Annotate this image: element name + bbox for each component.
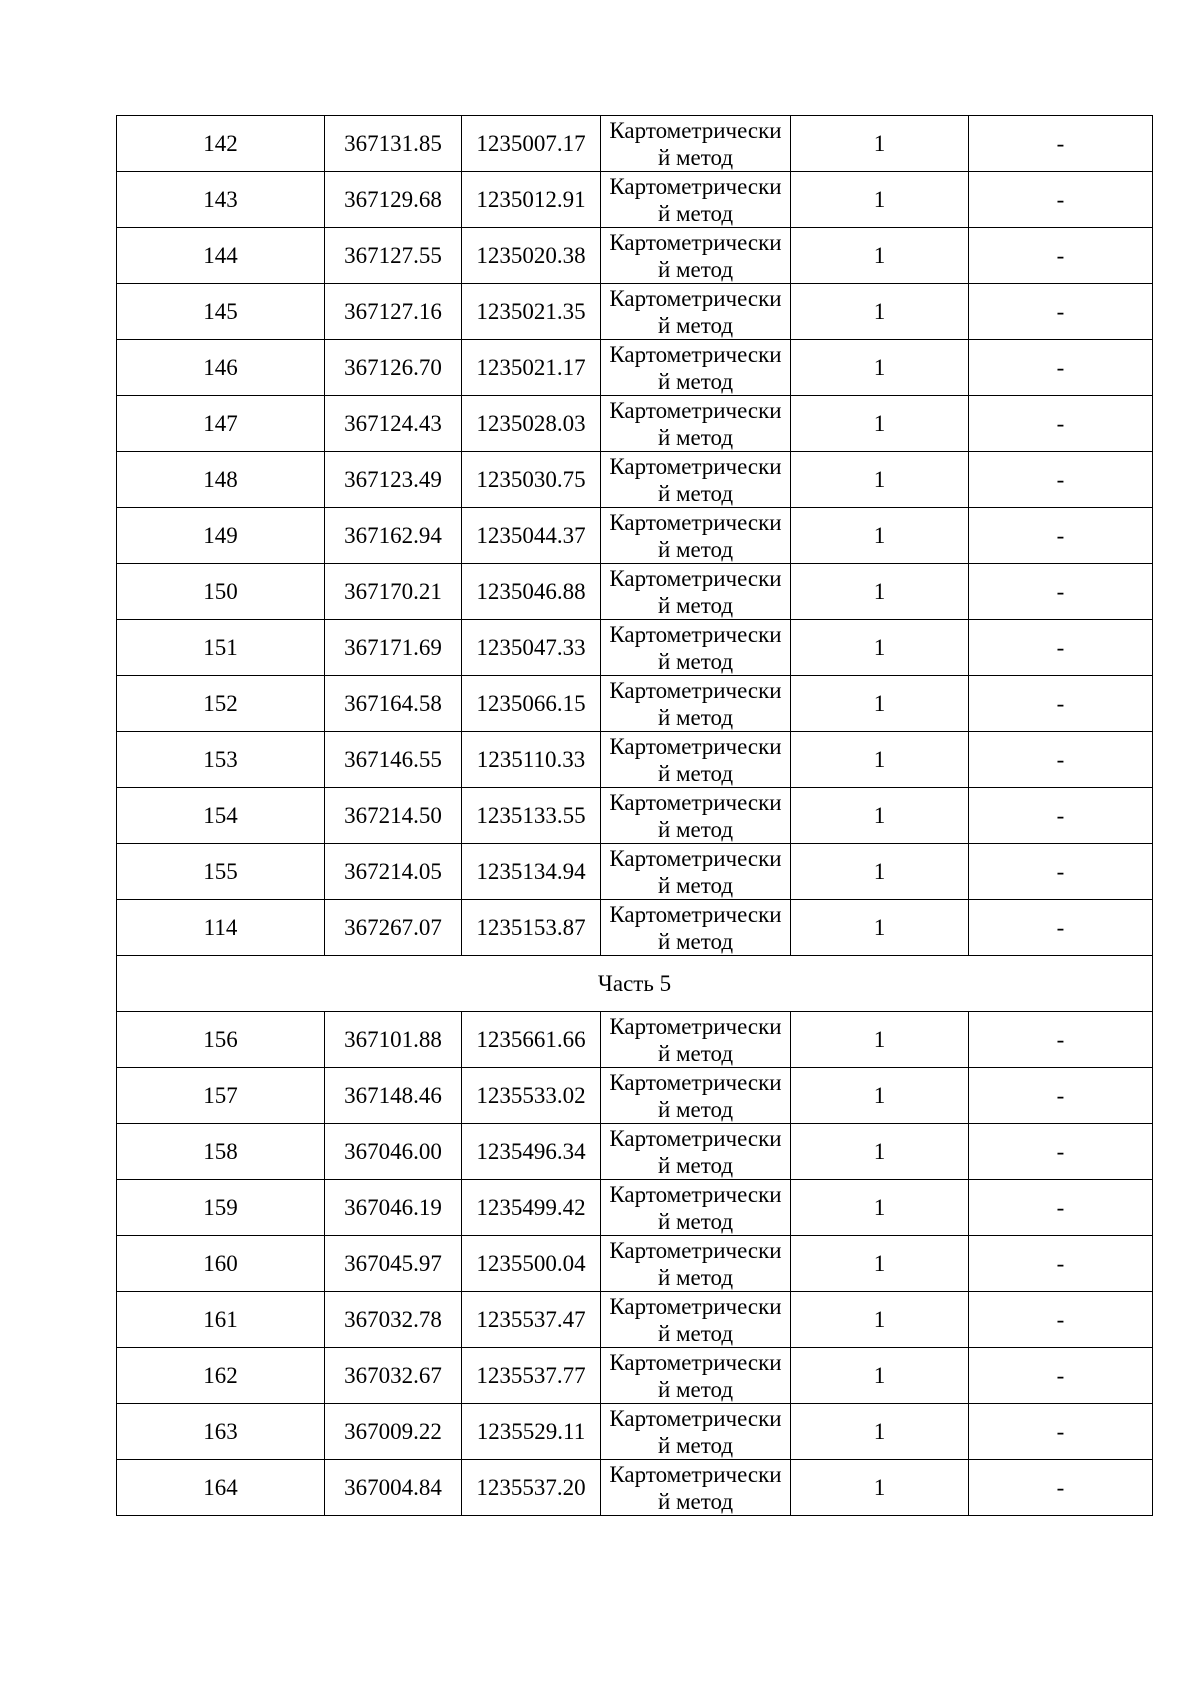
point-number-cell: 160 <box>117 1236 325 1292</box>
accuracy-cell: 1 <box>791 676 969 732</box>
coord-x-cell: 367162.94 <box>325 508 462 564</box>
table-body-part5 <box>117 1012 1153 1516</box>
point-number-cell: 114 <box>117 900 325 956</box>
method-cell: Картометрически й метод <box>601 396 791 452</box>
coord-x-cell: 367148.46 <box>325 1068 462 1124</box>
coord-x-cell: 367129.68 <box>325 172 462 228</box>
method-cell: Картометрически й метод <box>601 116 791 172</box>
coord-y-cell: 1235021.35 <box>462 284 601 340</box>
table-row <box>117 1012 1153 1068</box>
table-row <box>117 788 1153 844</box>
description-cell: - <box>969 340 1153 396</box>
coord-y-cell: 1235153.87 <box>462 900 601 956</box>
coord-x-cell: 367127.16 <box>325 284 462 340</box>
section-label: Часть 5 <box>117 956 1153 1012</box>
point-number-cell: 147 <box>117 396 325 452</box>
coord-x-cell: 367046.19 <box>325 1180 462 1236</box>
description-cell: - <box>969 900 1153 956</box>
coord-x-cell: 367214.50 <box>325 788 462 844</box>
accuracy-cell: 1 <box>791 1404 969 1460</box>
table-row <box>117 1068 1153 1124</box>
point-number-cell: 154 <box>117 788 325 844</box>
table-row <box>117 340 1153 396</box>
point-number-cell: 153 <box>117 732 325 788</box>
point-number-cell: 152 <box>117 676 325 732</box>
table-row <box>117 844 1153 900</box>
coord-x-cell: 367126.70 <box>325 340 462 396</box>
accuracy-cell: 1 <box>791 340 969 396</box>
accuracy-cell: 1 <box>791 1124 969 1180</box>
accuracy-cell: 1 <box>791 284 969 340</box>
point-number-cell: 161 <box>117 1292 325 1348</box>
point-number-cell: 156 <box>117 1012 325 1068</box>
coord-y-cell: 1235030.75 <box>462 452 601 508</box>
coord-y-cell: 1235496.34 <box>462 1124 601 1180</box>
method-cell: Картометрически й метод <box>601 1292 791 1348</box>
description-cell: - <box>969 1460 1153 1516</box>
coord-x-cell: 367009.22 <box>325 1404 462 1460</box>
method-cell: Картометрически й метод <box>601 1236 791 1292</box>
table-row <box>117 1404 1153 1460</box>
table-row <box>117 1236 1153 1292</box>
description-cell: - <box>969 788 1153 844</box>
point-number-cell: 149 <box>117 508 325 564</box>
point-number-cell: 158 <box>117 1124 325 1180</box>
description-cell: - <box>969 1236 1153 1292</box>
section-header <box>117 956 1153 1012</box>
coord-x-cell: 367101.88 <box>325 1012 462 1068</box>
coord-x-cell: 367170.21 <box>325 564 462 620</box>
accuracy-cell: 1 <box>791 1460 969 1516</box>
description-cell: - <box>969 844 1153 900</box>
description-cell: - <box>969 564 1153 620</box>
description-cell: - <box>969 284 1153 340</box>
coord-x-cell: 367004.84 <box>325 1460 462 1516</box>
point-number-cell: 163 <box>117 1404 325 1460</box>
description-cell: - <box>969 396 1153 452</box>
description-cell: - <box>969 620 1153 676</box>
accuracy-cell: 1 <box>791 1180 969 1236</box>
point-number-cell: 144 <box>117 228 325 284</box>
accuracy-cell: 1 <box>791 564 969 620</box>
accuracy-cell: 1 <box>791 508 969 564</box>
method-cell: Картометрически й метод <box>601 676 791 732</box>
coord-x-cell: 367171.69 <box>325 620 462 676</box>
accuracy-cell: 1 <box>791 844 969 900</box>
point-number-cell: 145 <box>117 284 325 340</box>
point-number-cell: 159 <box>117 1180 325 1236</box>
description-cell: - <box>969 732 1153 788</box>
method-cell: Картометрически й метод <box>601 1124 791 1180</box>
coord-y-cell: 1235012.91 <box>462 172 601 228</box>
coord-y-cell: 1235529.11 <box>462 1404 601 1460</box>
coord-y-cell: 1235661.66 <box>462 1012 601 1068</box>
accuracy-cell: 1 <box>791 788 969 844</box>
coordinates-table <box>116 115 1153 1516</box>
table-row <box>117 1460 1153 1516</box>
coord-y-cell: 1235533.02 <box>462 1068 601 1124</box>
description-cell: - <box>969 1180 1153 1236</box>
accuracy-cell: 1 <box>791 732 969 788</box>
point-number-cell: 143 <box>117 172 325 228</box>
point-number-cell: 155 <box>117 844 325 900</box>
table-row <box>117 116 1153 172</box>
coord-x-cell: 367032.78 <box>325 1292 462 1348</box>
coord-x-cell: 367032.67 <box>325 1348 462 1404</box>
table-body-part4 <box>117 116 1153 956</box>
accuracy-cell: 1 <box>791 396 969 452</box>
accuracy-cell: 1 <box>791 1236 969 1292</box>
accuracy-cell: 1 <box>791 1292 969 1348</box>
coord-y-cell: 1235499.42 <box>462 1180 601 1236</box>
method-cell: Картометрически й метод <box>601 564 791 620</box>
coord-y-cell: 1235021.17 <box>462 340 601 396</box>
coord-x-cell: 367123.49 <box>325 452 462 508</box>
coord-x-cell: 367124.43 <box>325 396 462 452</box>
description-cell: - <box>969 1404 1153 1460</box>
table-row <box>117 172 1153 228</box>
method-cell: Картометрически й метод <box>601 1460 791 1516</box>
method-cell: Картометрически й метод <box>601 1068 791 1124</box>
point-number-cell: 164 <box>117 1460 325 1516</box>
method-cell: Картометрически й метод <box>601 1180 791 1236</box>
table-row <box>117 1348 1153 1404</box>
coord-x-cell: 367164.58 <box>325 676 462 732</box>
coord-x-cell: 367214.05 <box>325 844 462 900</box>
coord-x-cell: 367046.00 <box>325 1124 462 1180</box>
accuracy-cell: 1 <box>791 228 969 284</box>
method-cell: Картометрически й метод <box>601 788 791 844</box>
accuracy-cell: 1 <box>791 172 969 228</box>
table-row <box>117 452 1153 508</box>
table-row <box>117 732 1153 788</box>
accuracy-cell: 1 <box>791 620 969 676</box>
coord-y-cell: 1235133.55 <box>462 788 601 844</box>
coord-y-cell: 1235500.04 <box>462 1236 601 1292</box>
coord-y-cell: 1235134.94 <box>462 844 601 900</box>
accuracy-cell: 1 <box>791 900 969 956</box>
description-cell: - <box>969 1348 1153 1404</box>
accuracy-cell: 1 <box>791 1348 969 1404</box>
method-cell: Картометрически й метод <box>601 1404 791 1460</box>
coord-y-cell: 1235020.38 <box>462 228 601 284</box>
method-cell: Картометрически й метод <box>601 340 791 396</box>
table-row <box>117 620 1153 676</box>
point-number-cell: 150 <box>117 564 325 620</box>
method-cell: Картометрически й метод <box>601 172 791 228</box>
coord-x-cell: 367131.85 <box>325 116 462 172</box>
table-row <box>117 1292 1153 1348</box>
point-number-cell: 157 <box>117 1068 325 1124</box>
accuracy-cell: 1 <box>791 452 969 508</box>
coord-y-cell: 1235046.88 <box>462 564 601 620</box>
coord-x-cell: 367045.97 <box>325 1236 462 1292</box>
point-number-cell: 162 <box>117 1348 325 1404</box>
description-cell: - <box>969 452 1153 508</box>
method-cell: Картометрически й метод <box>601 732 791 788</box>
method-cell: Картометрически й метод <box>601 508 791 564</box>
method-cell: Картометрически й метод <box>601 844 791 900</box>
coord-y-cell: 1235537.77 <box>462 1348 601 1404</box>
coord-y-cell: 1235537.47 <box>462 1292 601 1348</box>
table-row <box>117 508 1153 564</box>
point-number-cell: 146 <box>117 340 325 396</box>
table-row <box>117 396 1153 452</box>
table-row <box>117 228 1153 284</box>
method-cell: Картометрически й метод <box>601 900 791 956</box>
description-cell: - <box>969 172 1153 228</box>
point-number-cell: 148 <box>117 452 325 508</box>
description-cell: - <box>969 1124 1153 1180</box>
accuracy-cell: 1 <box>791 1012 969 1068</box>
description-cell: - <box>969 1068 1153 1124</box>
coord-y-cell: 1235066.15 <box>462 676 601 732</box>
accuracy-cell: 1 <box>791 1068 969 1124</box>
description-cell: - <box>969 228 1153 284</box>
coord-y-cell: 1235044.37 <box>462 508 601 564</box>
point-number-cell: 142 <box>117 116 325 172</box>
method-cell: Картометрически й метод <box>601 1012 791 1068</box>
description-cell: - <box>969 116 1153 172</box>
coord-y-cell: 1235047.33 <box>462 620 601 676</box>
method-cell: Картометрически й метод <box>601 228 791 284</box>
method-cell: Картометрически й метод <box>601 620 791 676</box>
description-cell: - <box>969 1292 1153 1348</box>
coord-x-cell: 367127.55 <box>325 228 462 284</box>
coord-y-cell: 1235537.20 <box>462 1460 601 1516</box>
coord-y-cell: 1235110.33 <box>462 732 601 788</box>
table-row <box>117 676 1153 732</box>
accuracy-cell: 1 <box>791 116 969 172</box>
table-row <box>117 1180 1153 1236</box>
method-cell: Картометрически й метод <box>601 284 791 340</box>
table-row <box>117 1124 1153 1180</box>
coord-y-cell: 1235007.17 <box>462 116 601 172</box>
coord-x-cell: 367146.55 <box>325 732 462 788</box>
description-cell: - <box>969 508 1153 564</box>
description-cell: - <box>969 676 1153 732</box>
table-row <box>117 564 1153 620</box>
coord-x-cell: 367267.07 <box>325 900 462 956</box>
point-number-cell: 151 <box>117 620 325 676</box>
method-cell: Картометрически й метод <box>601 452 791 508</box>
method-cell: Картометрически й метод <box>601 1348 791 1404</box>
table-row <box>117 900 1153 956</box>
coord-y-cell: 1235028.03 <box>462 396 601 452</box>
section-row <box>117 956 1153 1012</box>
table-row <box>117 284 1153 340</box>
description-cell: - <box>969 1012 1153 1068</box>
